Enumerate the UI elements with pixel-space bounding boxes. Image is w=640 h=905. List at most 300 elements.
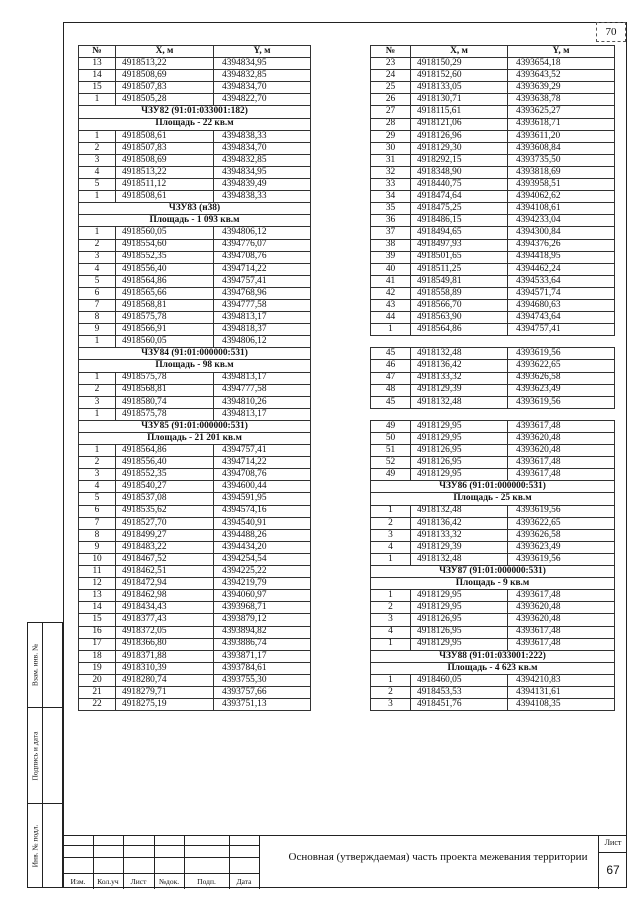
table-row — [371, 215, 615, 227]
section-row — [371, 578, 615, 590]
x-coordinate-cell: 4918511,25 — [411, 263, 508, 275]
document-title: Основная (утверждаемая) часть проекта межевания территории — [288, 851, 588, 863]
table-row — [79, 94, 311, 106]
point-number-cell: 44 — [371, 312, 411, 324]
x-coordinate-cell: 4918152,60 — [411, 70, 508, 82]
y-coordinate-cell: 4393625,27 — [508, 106, 615, 118]
point-number-cell: 4 — [79, 263, 116, 275]
section-row — [79, 215, 311, 227]
x-coordinate-cell: 4918126,95 — [411, 445, 508, 457]
y-coordinate-cell: 4394810,26 — [214, 396, 311, 408]
x-coordinate-cell: 4918568,81 — [116, 384, 214, 396]
point-number-cell: 11 — [79, 566, 116, 578]
point-number-cell: 7 — [79, 299, 116, 311]
point-number-cell: 15 — [79, 82, 116, 94]
x-coordinate-cell: 4918507,83 — [116, 142, 214, 154]
x-coordinate-cell: 4918129,39 — [411, 541, 508, 553]
y-coordinate-cell: 4394714,22 — [214, 263, 311, 275]
point-number-cell: 1 — [79, 130, 116, 142]
point-number-cell: 2 — [371, 517, 411, 529]
section-row — [79, 420, 311, 432]
point-number-cell: 8 — [79, 529, 116, 541]
y-coordinate-cell: 4393619,56 — [508, 396, 615, 408]
x-coordinate-cell: 4918563,90 — [411, 312, 508, 324]
point-number-cell: 51 — [371, 445, 411, 457]
point-number-cell: 1 — [371, 674, 411, 686]
spacer-cell — [371, 408, 615, 420]
title-block — [63, 835, 627, 889]
stamp-label-data: Дата — [236, 877, 252, 886]
y-coordinate-cell: 4394591,95 — [214, 493, 311, 505]
section-row — [371, 566, 615, 578]
section-heading-cell: Площадь - 1 093 кв.м — [79, 215, 311, 227]
point-number-cell: 34 — [371, 191, 411, 203]
y-coordinate-cell: 4394832,85 — [214, 70, 311, 82]
table-row — [371, 70, 615, 82]
y-coordinate-cell: 4394813,17 — [214, 408, 311, 420]
y-coordinate-cell: 4394776,07 — [214, 239, 311, 251]
y-coordinate-cell: 4394708,76 — [214, 251, 311, 263]
point-number-cell: 36 — [371, 215, 411, 227]
y-coordinate-cell: 4394743,64 — [508, 312, 615, 324]
x-coordinate-cell: 4918280,74 — [116, 674, 214, 686]
section-row — [371, 481, 615, 493]
y-coordinate-cell: 4393968,71 — [214, 602, 311, 614]
x-coordinate-cell: 4918126,96 — [411, 130, 508, 142]
table-row — [79, 166, 311, 178]
x-coordinate-cell: 4918513,22 — [116, 166, 214, 178]
table-row — [371, 348, 615, 360]
table-row — [79, 384, 311, 396]
table-row — [79, 142, 311, 154]
y-coordinate-cell: 4393894,82 — [214, 626, 311, 638]
table-row — [371, 638, 615, 650]
table-row — [371, 433, 615, 445]
section-heading-cell: ЧЗУ86 (91:01:000000:531) — [371, 481, 615, 493]
x-coordinate-cell: 4918121,06 — [411, 118, 508, 130]
point-number-cell: 16 — [79, 626, 116, 638]
x-coordinate-cell: 4918371,88 — [116, 650, 214, 662]
x-coordinate-cell: 4918377,43 — [116, 614, 214, 626]
y-coordinate-cell: 4394062,62 — [508, 191, 615, 203]
table-row — [371, 626, 615, 638]
x-coordinate-cell: 4918472,94 — [116, 578, 214, 590]
x-coordinate-cell: 4918580,74 — [116, 396, 214, 408]
section-heading-cell: Площадь - 4 623 кв.м — [371, 662, 615, 674]
section-heading-cell: ЧЗУ83 (н38) — [79, 203, 311, 215]
y-coordinate-cell: 4393619,56 — [508, 505, 615, 517]
approval-sidebar — [27, 622, 63, 888]
point-number-cell: 41 — [371, 275, 411, 287]
y-coordinate-cell: 4393620,48 — [508, 445, 615, 457]
y-coordinate-cell: 4393617,48 — [508, 626, 615, 638]
y-coordinate-cell: 4393886,74 — [214, 638, 311, 650]
x-coordinate-cell: 4918474,64 — [411, 191, 508, 203]
table-row — [371, 469, 615, 481]
column-header-number: № — [371, 46, 411, 58]
point-number-cell: 12 — [79, 578, 116, 590]
y-coordinate-cell: 4394680,63 — [508, 299, 615, 311]
y-coordinate-cell: 4393639,29 — [508, 82, 615, 94]
x-coordinate-cell: 4918564,86 — [116, 275, 214, 287]
section-heading-cell: Площадь - 21 201 кв.м — [79, 433, 311, 445]
table-row — [371, 58, 615, 70]
point-number-cell: 39 — [371, 251, 411, 263]
table-row — [371, 614, 615, 626]
x-coordinate-cell: 4918462,51 — [116, 566, 214, 578]
y-coordinate-cell: 4393617,48 — [508, 638, 615, 650]
y-coordinate-cell: 4393619,56 — [508, 348, 615, 360]
y-coordinate-cell: 4394757,41 — [214, 275, 311, 287]
table-row — [79, 626, 311, 638]
point-number-cell: 20 — [79, 674, 116, 686]
point-number-cell: 21 — [79, 686, 116, 698]
x-coordinate-cell: 4918497,93 — [411, 239, 508, 251]
table-row — [371, 553, 615, 565]
y-coordinate-cell: 4393958,51 — [508, 179, 615, 191]
table-row — [371, 505, 615, 517]
table-row — [79, 70, 311, 82]
table-row — [79, 336, 311, 348]
y-coordinate-cell: 4394813,17 — [214, 372, 311, 384]
y-coordinate-cell: 4394834,70 — [214, 82, 311, 94]
table-row — [371, 142, 615, 154]
table-row — [371, 94, 615, 106]
table-row — [79, 227, 311, 239]
table-row — [79, 505, 311, 517]
x-coordinate-cell: 4918540,27 — [116, 481, 214, 493]
table-row — [371, 227, 615, 239]
y-coordinate-cell: 4394219,79 — [214, 578, 311, 590]
table-header-row — [79, 46, 311, 58]
y-coordinate-cell: 4394108,35 — [508, 699, 615, 711]
x-coordinate-cell: 4918575,78 — [116, 312, 214, 324]
point-number-cell: 3 — [79, 469, 116, 481]
table-row — [79, 179, 311, 191]
section-row — [371, 650, 615, 662]
y-coordinate-cell: 4393622,65 — [508, 517, 615, 529]
y-coordinate-cell: 4394233,04 — [508, 215, 615, 227]
point-number-cell: 42 — [371, 287, 411, 299]
point-number-cell: 1 — [371, 324, 411, 336]
table-row — [79, 408, 311, 420]
x-coordinate-cell: 4918494,65 — [411, 227, 508, 239]
point-number-cell: 3 — [79, 251, 116, 263]
table-row — [371, 517, 615, 529]
section-row — [79, 348, 311, 360]
section-heading-cell: Площадь - 22 кв.м — [79, 118, 311, 130]
y-coordinate-cell: 4393608,84 — [508, 142, 615, 154]
table-row — [79, 578, 311, 590]
y-coordinate-cell: 4394574,16 — [214, 505, 311, 517]
y-coordinate-cell: 4394462,24 — [508, 263, 615, 275]
y-coordinate-cell: 4394600,44 — [214, 481, 311, 493]
point-number-cell: 3 — [371, 699, 411, 711]
table-row — [79, 445, 311, 457]
table-row — [79, 590, 311, 602]
point-number-cell: 6 — [79, 287, 116, 299]
table-row — [371, 602, 615, 614]
point-number-cell: 40 — [371, 263, 411, 275]
y-coordinate-cell: 4394757,41 — [508, 324, 615, 336]
table-row — [79, 674, 311, 686]
table-row — [79, 58, 311, 70]
x-coordinate-cell: 4918129,30 — [411, 142, 508, 154]
column-header-x: X, м — [411, 46, 508, 58]
x-coordinate-cell: 4918560,05 — [116, 227, 214, 239]
table-row — [371, 372, 615, 384]
x-coordinate-cell: 4918556,40 — [116, 457, 214, 469]
y-coordinate-cell: 4394300,84 — [508, 227, 615, 239]
point-number-cell: 29 — [371, 130, 411, 142]
table-row — [371, 287, 615, 299]
y-coordinate-cell: 4394839,49 — [214, 179, 311, 191]
table-row — [79, 239, 311, 251]
point-number-cell: 4 — [371, 541, 411, 553]
point-number-cell: 4 — [79, 481, 116, 493]
x-coordinate-cell: 4918133,05 — [411, 82, 508, 94]
table-row — [371, 191, 615, 203]
y-coordinate-cell: 4394210,83 — [508, 674, 615, 686]
point-number-cell: 15 — [79, 614, 116, 626]
x-coordinate-cell: 4918129,95 — [411, 638, 508, 650]
table-row — [79, 529, 311, 541]
x-coordinate-cell: 4918575,78 — [116, 372, 214, 384]
table-row — [371, 360, 615, 372]
point-number-cell: 13 — [79, 58, 116, 70]
stamp-label-ndok: №док. — [158, 877, 180, 886]
x-coordinate-cell: 4918132,48 — [411, 505, 508, 517]
x-coordinate-cell: 4918549,81 — [411, 275, 508, 287]
point-number-cell: 1 — [79, 372, 116, 384]
x-coordinate-cell: 4918150,29 — [411, 58, 508, 70]
y-coordinate-cell: 4393643,52 — [508, 70, 615, 82]
y-coordinate-cell: 4393617,48 — [508, 420, 615, 432]
y-coordinate-cell: 4394254,54 — [214, 553, 311, 565]
table-row — [371, 324, 615, 336]
y-coordinate-cell: 4394777,58 — [214, 299, 311, 311]
y-coordinate-cell: 4394768,96 — [214, 287, 311, 299]
revision-grid — [63, 836, 260, 889]
table-row — [79, 553, 311, 565]
section-heading-cell: Площадь - 9 кв.м — [371, 578, 615, 590]
point-number-cell: 13 — [79, 590, 116, 602]
point-number-cell: 4 — [371, 626, 411, 638]
x-coordinate-cell: 4918372,05 — [116, 626, 214, 638]
point-number-cell: 23 — [371, 58, 411, 70]
table-row — [371, 130, 615, 142]
y-coordinate-cell: 4394540,91 — [214, 517, 311, 529]
table-row — [371, 166, 615, 178]
table-row — [371, 457, 615, 469]
table-row — [79, 287, 311, 299]
point-number-cell: 28 — [371, 118, 411, 130]
table-row — [371, 106, 615, 118]
x-coordinate-cell: 4918129,95 — [411, 602, 508, 614]
x-coordinate-cell: 4918440,75 — [411, 179, 508, 191]
y-coordinate-cell: 4393755,30 — [214, 674, 311, 686]
y-coordinate-cell: 4394757,41 — [214, 445, 311, 457]
section-heading-cell: ЧЗУ85 (91:01:000000:531) — [79, 420, 311, 432]
table-row — [371, 674, 615, 686]
column-header-y: Y, м — [508, 46, 615, 58]
point-number-cell: 18 — [79, 650, 116, 662]
x-coordinate-cell: 4918467,52 — [116, 553, 214, 565]
section-row — [79, 433, 311, 445]
x-coordinate-cell: 4918537,08 — [116, 493, 214, 505]
y-coordinate-cell: 4393751,13 — [214, 699, 311, 711]
point-number-cell: 1 — [371, 505, 411, 517]
section-row — [79, 106, 311, 118]
x-coordinate-cell: 4918535,62 — [116, 505, 214, 517]
section-row — [79, 360, 311, 372]
point-number-cell: 1 — [79, 408, 116, 420]
table-row — [79, 191, 311, 203]
sheet-label: Лист — [604, 838, 622, 847]
table-row — [79, 638, 311, 650]
table-row — [371, 239, 615, 251]
table-row — [371, 699, 615, 711]
table-row — [371, 82, 615, 94]
y-coordinate-cell: 4393784,61 — [214, 662, 311, 674]
y-coordinate-cell: 4394822,70 — [214, 94, 311, 106]
section-row — [79, 203, 311, 215]
sidebar-label-inv: Инв. № подл. — [30, 824, 40, 867]
point-number-cell: 3 — [371, 529, 411, 541]
point-number-cell: 25 — [371, 82, 411, 94]
table-row — [79, 686, 311, 698]
y-coordinate-cell: 4393618,71 — [508, 118, 615, 130]
point-number-cell: 32 — [371, 166, 411, 178]
y-coordinate-cell: 4393626,58 — [508, 529, 615, 541]
table-row — [371, 396, 615, 408]
section-heading-cell: ЧЗУ82 (91:01:033001:182) — [79, 106, 311, 118]
x-coordinate-cell: 4918507,83 — [116, 82, 214, 94]
table-row — [79, 372, 311, 384]
table-row — [371, 445, 615, 457]
table-row — [371, 420, 615, 432]
y-coordinate-cell: 4393818,69 — [508, 166, 615, 178]
x-coordinate-cell: 4918129,95 — [411, 420, 508, 432]
x-coordinate-cell: 4918564,86 — [411, 324, 508, 336]
point-number-cell: 1 — [371, 590, 411, 602]
y-coordinate-cell: 4394818,37 — [214, 324, 311, 336]
x-coordinate-cell: 4918129,95 — [411, 469, 508, 481]
x-coordinate-cell: 4918133,32 — [411, 372, 508, 384]
x-coordinate-cell: 4918511,12 — [116, 179, 214, 191]
section-heading-cell: Площадь - 25 кв.м — [371, 493, 615, 505]
x-coordinate-cell: 4918126,95 — [411, 614, 508, 626]
x-coordinate-cell: 4918292,15 — [411, 154, 508, 166]
x-coordinate-cell: 4918552,35 — [116, 469, 214, 481]
section-heading-cell: ЧЗУ88 (91:01:033001:222) — [371, 650, 615, 662]
table-row — [371, 541, 615, 553]
x-coordinate-cell: 4918483,22 — [116, 541, 214, 553]
x-coordinate-cell: 4918132,48 — [411, 348, 508, 360]
y-coordinate-cell: 4394832,85 — [214, 154, 311, 166]
point-number-cell: 37 — [371, 227, 411, 239]
point-number-cell: 38 — [371, 239, 411, 251]
table-row — [79, 566, 311, 578]
y-coordinate-cell: 4394714,22 — [214, 457, 311, 469]
y-coordinate-cell: 4394806,12 — [214, 227, 311, 239]
table-row — [79, 481, 311, 493]
y-coordinate-cell: 4394225,22 — [214, 566, 311, 578]
x-coordinate-cell: 4918508,69 — [116, 154, 214, 166]
x-coordinate-cell: 4918505,28 — [116, 94, 214, 106]
section-row — [371, 493, 615, 505]
point-number-cell: 6 — [79, 505, 116, 517]
y-coordinate-cell: 4394813,17 — [214, 312, 311, 324]
x-coordinate-cell: 4918527,70 — [116, 517, 214, 529]
x-coordinate-cell: 4918460,05 — [411, 674, 508, 686]
section-heading-cell: Площадь - 98 кв.м — [79, 360, 311, 372]
x-coordinate-cell: 4918508,61 — [116, 130, 214, 142]
x-coordinate-cell: 4918499,27 — [116, 529, 214, 541]
point-number-cell: 49 — [371, 420, 411, 432]
point-number-cell: 1 — [371, 638, 411, 650]
x-coordinate-cell: 4918132,48 — [411, 553, 508, 565]
y-coordinate-cell: 4393879,12 — [214, 614, 311, 626]
point-number-cell: 5 — [79, 493, 116, 505]
y-coordinate-cell: 4393757,66 — [214, 686, 311, 698]
point-number-cell: 1 — [79, 336, 116, 348]
y-coordinate-cell: 4393620,48 — [508, 614, 615, 626]
point-number-cell: 2 — [79, 457, 116, 469]
table-row — [371, 312, 615, 324]
table-row — [79, 602, 311, 614]
point-number-cell: 33 — [371, 179, 411, 191]
point-number-cell: 31 — [371, 154, 411, 166]
x-coordinate-cell: 4918486,15 — [411, 215, 508, 227]
y-coordinate-cell: 4393623,49 — [508, 384, 615, 396]
table-row — [371, 590, 615, 602]
point-number-cell: 9 — [79, 324, 116, 336]
table-row — [79, 312, 311, 324]
point-number-cell: 2 — [79, 384, 116, 396]
point-number-cell: 22 — [79, 699, 116, 711]
point-number-cell: 19 — [79, 662, 116, 674]
point-number-cell: 45 — [371, 396, 411, 408]
x-coordinate-cell: 4918566,91 — [116, 324, 214, 336]
sheet-number: 67 — [606, 863, 620, 877]
point-number-cell: 2 — [79, 142, 116, 154]
table-row — [79, 154, 311, 166]
y-coordinate-cell: 4393638,78 — [508, 94, 615, 106]
y-coordinate-cell: 4393611,20 — [508, 130, 615, 142]
point-number-cell: 2 — [79, 239, 116, 251]
point-number-cell: 26 — [371, 94, 411, 106]
table-row — [371, 118, 615, 130]
table-header-row — [371, 46, 615, 58]
point-number-cell: 17 — [79, 638, 116, 650]
table-row — [371, 251, 615, 263]
x-coordinate-cell: 4918136,42 — [411, 517, 508, 529]
sidebar-cell-podpis — [27, 707, 63, 804]
sheet-box — [598, 836, 627, 889]
point-number-cell: 1 — [79, 227, 116, 239]
x-coordinate-cell: 4918130,71 — [411, 94, 508, 106]
y-coordinate-cell: 4394838,33 — [214, 130, 311, 142]
column-header-number: № — [79, 46, 116, 58]
section-row — [371, 662, 615, 674]
point-number-cell: 7 — [79, 517, 116, 529]
x-coordinate-cell: 4918126,95 — [411, 457, 508, 469]
point-number-cell: 14 — [79, 70, 116, 82]
point-number-cell: 8 — [79, 312, 116, 324]
x-coordinate-cell: 4918501,65 — [411, 251, 508, 263]
x-coordinate-cell: 4918554,60 — [116, 239, 214, 251]
